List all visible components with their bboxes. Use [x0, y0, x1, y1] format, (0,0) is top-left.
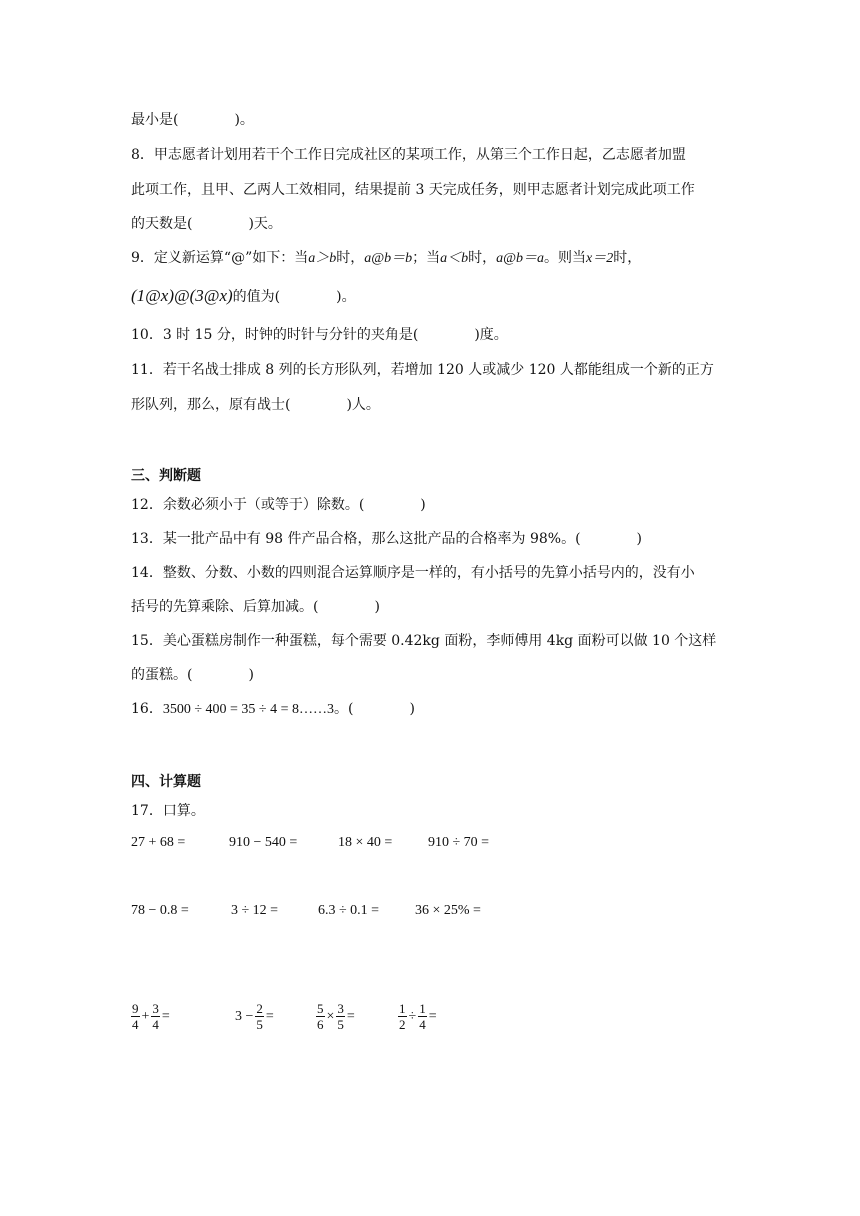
q9-rule-1: a@b＝b: [364, 251, 413, 266]
fraction: $\frac{2}{5}$: [256, 1001, 263, 1032]
fraction: $\frac{1}{4}$: [419, 1001, 426, 1032]
q9-text-5: 。则当: [544, 250, 587, 266]
q14-line1: 14．整数、分数、小数的四则混合运算顺序是一样的，有小括号的先算小括号内的，没有小: [131, 565, 695, 581]
calc-r2-c4: 36 × 25% =: [415, 903, 481, 918]
q7-tail: 最小是( )。: [131, 112, 254, 128]
fraction: $\frac{3}{4}$: [152, 1001, 159, 1032]
q9-line2-tail: 的值为( )。: [232, 289, 356, 305]
q9-text-2: 时，: [336, 250, 365, 266]
fraction: $\frac{3}{5}$: [337, 1001, 344, 1032]
fraction: $\frac{1}{2}$: [399, 1001, 406, 1032]
calc-r3-c3: $\frac{5}{6}$ × $\frac{3}{5}$ =: [317, 1001, 355, 1032]
calc-r1-c4: 910 ÷ 70 =: [428, 835, 490, 850]
q8-line1: 8．甲志愿者计划用若干个工作日完成社区的某项工作，从第三个工作日起，乙志愿者加盟: [131, 147, 686, 163]
q14-line2: 括号的先算乘除、后算加减。( ): [131, 599, 380, 615]
calc-r3-c4: $\frac{1}{2}$ ÷ $\frac{1}{4}$ =: [399, 1001, 437, 1032]
calc-r3-c1: $\frac{9}{4}$ + $\frac{3}{4}$ =: [132, 1001, 170, 1032]
calc-r2-c2: 3 ÷ 12 =: [231, 903, 279, 918]
q9-rule-2: a@b＝a: [496, 251, 545, 266]
fraction: $\frac{5}{6}$: [317, 1001, 324, 1032]
q8-line3: 的天数是( )天。: [131, 216, 282, 232]
calc-r1-c3: 18 × 40 =: [338, 835, 393, 850]
q9-expression: (1@x)@(3@x): [131, 286, 233, 305]
q8-line2: 此项工作，且甲、乙两人工效相同，结果提前 3 天完成任务，则甲志愿者计划完成此项工作: [131, 182, 695, 198]
calc-r1-c1: 27 + 68 =: [131, 835, 186, 850]
q17-title: 17．口算。: [131, 803, 205, 819]
q13: 13．某一批产品中有 98 件产品合格，那么这批产品的合格率为 98%。( ): [131, 531, 643, 547]
q15-line1: 15．美心蛋糕房制作一种蛋糕，每个需要 0.42kg 面粉，李师傅用 4kg 面粉可以做 10 个这样: [131, 633, 717, 649]
q9-text-3: ；当: [412, 250, 441, 266]
q10: 10．3 时 15 分，时钟的时针与分针的夹角是( )度。: [131, 327, 508, 343]
q9-text-6: 时，: [613, 250, 642, 266]
q11-line1: 11．若干名战士排成 8 列的长方形队列，若增加 120 人或减少 120 人都能组成一个新的正方: [131, 362, 714, 378]
q9-cond-2: a＜b: [440, 251, 469, 266]
calc-r2-c1: 78 − 0.8 =: [131, 903, 189, 918]
q15-line2: 的蛋糕。( ): [131, 667, 254, 683]
q9-line2: [131, 286, 356, 307]
q16-number: 16．: [131, 701, 163, 717]
calc-r3-c2: 3 − $\frac{2}{5}$ =: [235, 1001, 274, 1032]
section-judgement-heading: 三、判断题: [131, 468, 201, 484]
fraction: $\frac{9}{4}$: [132, 1001, 139, 1032]
section-calculation-heading: 四、计算题: [131, 774, 201, 790]
q9-line1: [131, 248, 641, 269]
q12: 12．余数必须小于（或等于）除数。( ): [131, 497, 426, 513]
q9-text-4: 时，: [468, 250, 497, 266]
q16-expression: 3500 ÷ 400 = 35 ÷ 4 = 8……3: [162, 702, 334, 717]
q9-text-1: 9．定义新运算“@”如下：当: [131, 250, 309, 266]
q9-cond-1: a＞b: [308, 251, 337, 266]
q16-tail: 。( ): [334, 701, 415, 717]
q9-cond-3: x＝2: [586, 251, 614, 266]
calc-r2-c3: 6.3 ÷ 0.1 =: [318, 903, 380, 918]
q11-line2: 形队列，那么，原有战士( )人。: [131, 397, 380, 413]
q16: [131, 699, 415, 720]
calc-r1-c2: 910 − 540 =: [229, 835, 298, 850]
